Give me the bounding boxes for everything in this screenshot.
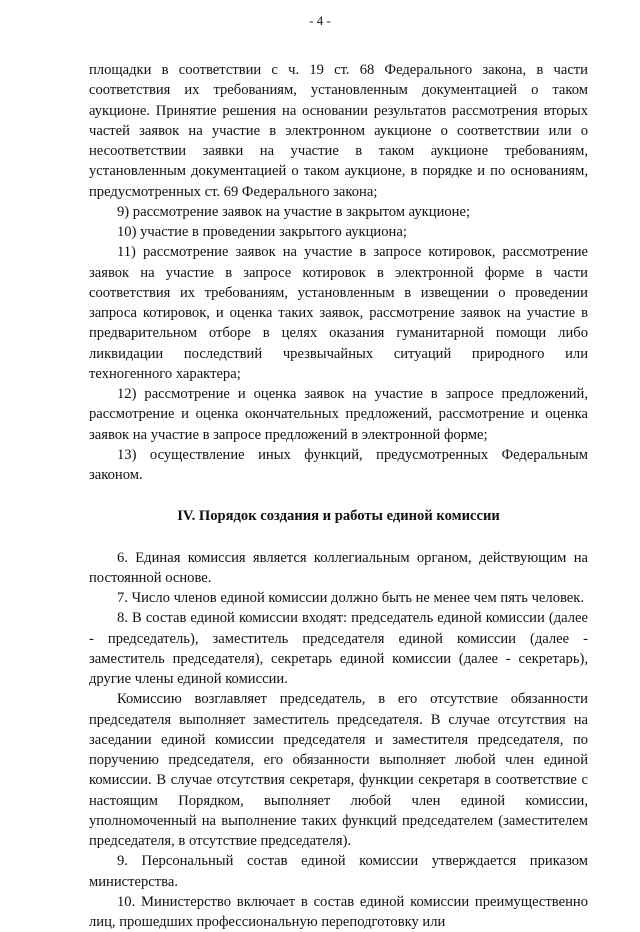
list-item-10: 10) участие в проведении закрытого аукциона; <box>117 224 407 240</box>
section-heading: IV. Порядок создания и работы единой комиссии <box>177 508 500 525</box>
paragraph-10: 10. Министерство включает в состав единой комиссии преимущественно лиц, прошедших профессиональную переподготовку или <box>89 893 588 930</box>
list-item-9: 9) рассмотрение заявок на участие в закрытом аукционе; <box>117 203 471 220</box>
paragraph-8-chair: Комиссию возглавляет председатель, в его отсутствие обязанности председателя выполняет заместитель председателя. В случае отсутствия на заседании единой комиссии председателя и заместителя председателя, по поручению председателя, его обязанности выполняет любой член единой комиссии. В случае отсутствия секретаря, функции секретаря в соответствие с настоящим Порядком, выполняет любой член единой комиссии, уполномоченный на выполнение таких функций председателем (заместителем председателя, в отсутствие председателя). <box>89 691 588 849</box>
page-number: - 4 - <box>309 13 331 28</box>
list-item-12: 12) рассмотрение и оценка заявок на участие в запросе предложений, рассмотрение и оценка окончательных предложений, рассмотрение и оценка заявок на участие в запросе предложений в электронной форме; <box>89 386 588 443</box>
document-body <box>89 60 588 932</box>
paragraph-9: 9. Персональный состав единой комиссии утверждается приказом министерства. <box>89 853 588 890</box>
paragraph-7: 7. Число членов единой комиссии должно быть не менее чем пять человек. <box>117 590 585 606</box>
list-item-13: 13) осуществление иных функций, предусмотренных Федеральным законом. <box>89 446 588 483</box>
paragraph-8: 8. В состав единой комиссии входят: председатель единой комиссии (далее - председатель), заместитель председателя единой комиссии (далее - заместитель председателя), секретарь единой комиссии (далее - секретарь), другие члены единой комиссии. <box>89 610 588 687</box>
paragraph-continuation: площадки в соответствии с ч. 19 ст. 68 Федерального закона, в части соответствия их требованиям, установленным документацией о таком аукционе. Принятие решения на основании результатов рассмотрения вторых частей заявок на участие в электронном аукционе о соответствии или о несоответствии заявки на участие в таком аукционе требованиям, установленным документацией о таком аукционе, в порядке и по основаниям, предусмотренных ст. 69 Федерального закона; <box>89 62 588 200</box>
list-item-11: 11) рассмотрение заявок на участие в запросе котировок, рассмотрение заявок на участие в запросе котировок в электронной форме в части соответствия их требованиям, установленным в извещении о проведении запроса котировок, и оценка таких заявок, рассмотрение заявок на участие в предварительном отборе в целях оказания гуманитарной помощи либо ликвидации последствий чрезвычайных ситуаций природного или техногенного характера; <box>89 244 588 382</box>
paragraph-6: 6. Единая комиссия является коллегиальным органом, действующим на постоянной основе. <box>89 549 588 586</box>
